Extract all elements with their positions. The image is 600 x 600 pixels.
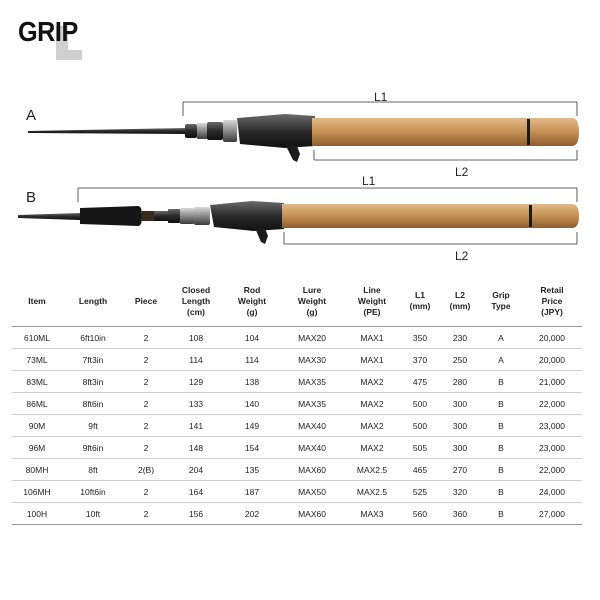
table-cell: 23,000 bbox=[522, 437, 582, 459]
table-cell: 270 bbox=[440, 459, 480, 481]
table-cell: 164 bbox=[168, 481, 224, 503]
table-cell: MAX3 bbox=[344, 503, 400, 525]
column-header: L1 (mm) bbox=[400, 276, 440, 327]
table-cell: 525 bbox=[400, 481, 440, 503]
table-cell: 2 bbox=[124, 349, 168, 371]
table-cell: 22,000 bbox=[522, 459, 582, 481]
table-cell: 114 bbox=[168, 349, 224, 371]
table-row bbox=[12, 371, 582, 393]
l1-dimension-line bbox=[183, 102, 577, 116]
table-cell: 204 bbox=[168, 459, 224, 481]
spec-table-header-row bbox=[12, 276, 582, 327]
table-cell: 96M bbox=[12, 437, 62, 459]
table-cell: 370 bbox=[400, 349, 440, 371]
table-cell: 475 bbox=[400, 371, 440, 393]
table-cell: 104 bbox=[224, 327, 280, 349]
table-row bbox=[12, 393, 582, 415]
table-cell: MAX40 bbox=[280, 437, 344, 459]
page-header bbox=[16, 12, 86, 62]
table-cell: 2 bbox=[124, 437, 168, 459]
table-cell: 2 bbox=[124, 503, 168, 525]
table-cell: 2 bbox=[124, 393, 168, 415]
l2-label-b: L2 bbox=[455, 249, 469, 263]
l2-label-a: L2 bbox=[455, 165, 469, 179]
grip-diagram-a bbox=[0, 88, 600, 178]
table-cell: 22,000 bbox=[522, 393, 582, 415]
table-cell: B bbox=[480, 371, 522, 393]
table-cell: 250 bbox=[440, 349, 480, 371]
spec-table bbox=[12, 276, 582, 525]
table-cell: B bbox=[480, 503, 522, 525]
table-cell: B bbox=[480, 437, 522, 459]
table-cell: MAX50 bbox=[280, 481, 344, 503]
table-cell: 300 bbox=[440, 393, 480, 415]
table-cell: 156 bbox=[168, 503, 224, 525]
table-cell: MAX1 bbox=[344, 327, 400, 349]
column-header: Rod Weight (g) bbox=[224, 276, 280, 327]
table-cell: MAX2 bbox=[344, 437, 400, 459]
table-row bbox=[12, 481, 582, 503]
table-cell: 6ft10in bbox=[62, 327, 124, 349]
table-cell: 610ML bbox=[12, 327, 62, 349]
grip-type-label-b: B bbox=[26, 189, 37, 206]
table-row bbox=[12, 415, 582, 437]
table-cell: 465 bbox=[400, 459, 440, 481]
table-row bbox=[12, 503, 582, 525]
table-cell: 7ft3in bbox=[62, 349, 124, 371]
table-cell: 8ft3in bbox=[62, 371, 124, 393]
table-cell: 2 bbox=[124, 415, 168, 437]
table-row bbox=[12, 459, 582, 481]
table-cell: 135 bbox=[224, 459, 280, 481]
table-cell: 2 bbox=[124, 481, 168, 503]
table-cell: 86ML bbox=[12, 393, 62, 415]
table-cell: 27,000 bbox=[522, 503, 582, 525]
column-header: Line Weight (PE) bbox=[344, 276, 400, 327]
table-cell: 8ft6in bbox=[62, 393, 124, 415]
column-header: Piece bbox=[124, 276, 168, 327]
column-header: Length bbox=[62, 276, 124, 327]
table-cell: 280 bbox=[440, 371, 480, 393]
table-cell: 9ft6in bbox=[62, 437, 124, 459]
table-cell: 129 bbox=[168, 371, 224, 393]
table-cell: 360 bbox=[440, 503, 480, 525]
table-row bbox=[12, 437, 582, 459]
table-cell: MAX2 bbox=[344, 393, 400, 415]
table-cell: 73ML bbox=[12, 349, 62, 371]
table-cell: A bbox=[480, 327, 522, 349]
table-cell: 90M bbox=[12, 415, 62, 437]
table-cell: MAX2.5 bbox=[344, 481, 400, 503]
l1-label-b: L1 bbox=[362, 174, 376, 188]
table-cell: MAX60 bbox=[280, 503, 344, 525]
table-cell: MAX2.5 bbox=[344, 459, 400, 481]
l2-dimension-line bbox=[314, 150, 577, 160]
column-header: Closed Length (cm) bbox=[168, 276, 224, 327]
table-cell: 23,000 bbox=[522, 415, 582, 437]
table-cell: 560 bbox=[400, 503, 440, 525]
table-cell: 202 bbox=[224, 503, 280, 525]
table-cell: 140 bbox=[224, 393, 280, 415]
table-cell: MAX2 bbox=[344, 415, 400, 437]
table-cell: 83ML bbox=[12, 371, 62, 393]
column-header: Item bbox=[12, 276, 62, 327]
rod-a-illustration bbox=[0, 88, 600, 178]
spec-table-body bbox=[12, 327, 582, 525]
table-cell: 505 bbox=[400, 437, 440, 459]
table-cell: 100H bbox=[12, 503, 62, 525]
table-cell: 2 bbox=[124, 371, 168, 393]
column-header: Lure Weight (g) bbox=[280, 276, 344, 327]
table-cell: A bbox=[480, 349, 522, 371]
table-cell: 133 bbox=[168, 393, 224, 415]
table-cell: B bbox=[480, 481, 522, 503]
page-title: GRIP bbox=[18, 16, 78, 47]
table-cell: 500 bbox=[400, 393, 440, 415]
table-cell: MAX40 bbox=[280, 415, 344, 437]
grip-diagram-b bbox=[0, 168, 600, 268]
table-cell: MAX35 bbox=[280, 371, 344, 393]
table-cell: 2(B) bbox=[124, 459, 168, 481]
table-cell: 21,000 bbox=[522, 371, 582, 393]
table-cell: 300 bbox=[440, 415, 480, 437]
table-cell: 80MH bbox=[12, 459, 62, 481]
table-cell: 500 bbox=[400, 415, 440, 437]
table-cell: MAX30 bbox=[280, 349, 344, 371]
grip-type-label-a: A bbox=[26, 107, 37, 124]
table-cell: 2 bbox=[124, 327, 168, 349]
rod-b-illustration bbox=[0, 168, 600, 268]
table-row bbox=[12, 327, 582, 349]
table-cell: MAX2 bbox=[344, 371, 400, 393]
column-header: Grip Type bbox=[480, 276, 522, 327]
table-cell: 20,000 bbox=[522, 327, 582, 349]
column-header: Retail Price (JPY) bbox=[522, 276, 582, 327]
table-cell: MAX35 bbox=[280, 393, 344, 415]
table-cell: 149 bbox=[224, 415, 280, 437]
table-cell: B bbox=[480, 459, 522, 481]
table-cell: MAX1 bbox=[344, 349, 400, 371]
table-cell: 10ft bbox=[62, 503, 124, 525]
table-cell: 148 bbox=[168, 437, 224, 459]
table-cell: 350 bbox=[400, 327, 440, 349]
table-cell: 230 bbox=[440, 327, 480, 349]
table-cell: B bbox=[480, 415, 522, 437]
table-cell: MAX20 bbox=[280, 327, 344, 349]
table-cell: 20,000 bbox=[522, 349, 582, 371]
table-cell: 154 bbox=[224, 437, 280, 459]
table-row bbox=[12, 349, 582, 371]
table-cell: 10ft6in bbox=[62, 481, 124, 503]
table-cell: MAX60 bbox=[280, 459, 344, 481]
l2-dimension-line bbox=[284, 232, 577, 244]
table-cell: 141 bbox=[168, 415, 224, 437]
table-cell: 187 bbox=[224, 481, 280, 503]
table-cell: 108 bbox=[168, 327, 224, 349]
column-header: L2 (mm) bbox=[440, 276, 480, 327]
table-cell: 138 bbox=[224, 371, 280, 393]
table-cell: 114 bbox=[224, 349, 280, 371]
table-cell: B bbox=[480, 393, 522, 415]
table-cell: 106MH bbox=[12, 481, 62, 503]
table-cell: 300 bbox=[440, 437, 480, 459]
table-cell: 9ft bbox=[62, 415, 124, 437]
table-cell: 8ft bbox=[62, 459, 124, 481]
table-cell: 24,000 bbox=[522, 481, 582, 503]
table-cell: 320 bbox=[440, 481, 480, 503]
l1-dimension-line bbox=[78, 188, 577, 202]
l1-label-a: L1 bbox=[374, 90, 388, 104]
